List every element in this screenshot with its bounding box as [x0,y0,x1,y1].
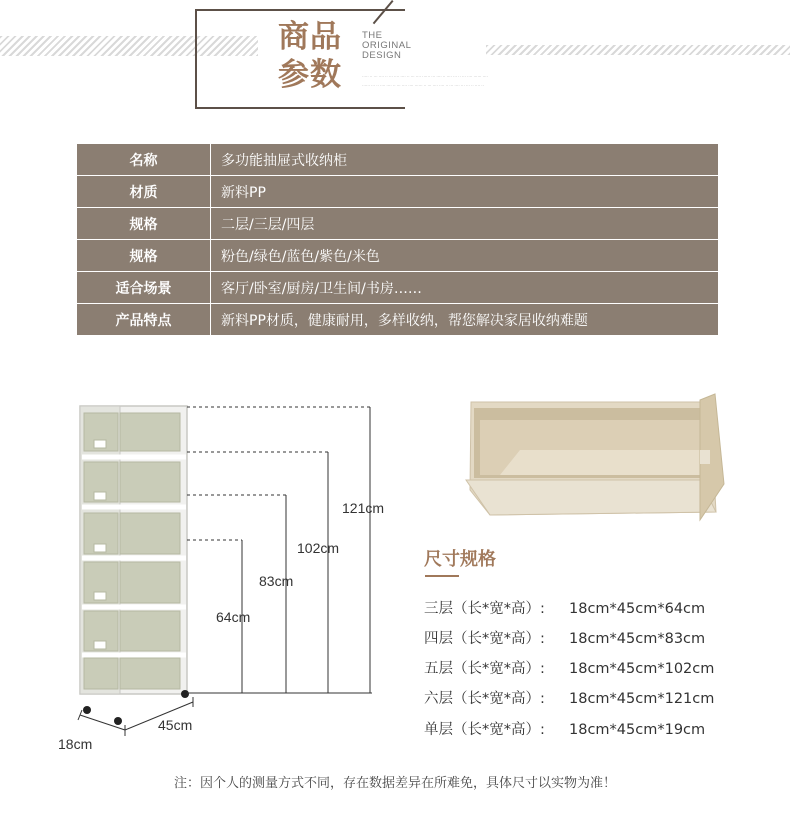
size-row-value: 18cm*45cm*83cm [569,631,706,647]
table-row [77,304,718,336]
drawer-cabinet-illustration [80,406,189,725]
size-row-label: 三层（长*宽*高）: [424,601,545,617]
size-row-value: 18cm*45cm*121cm [569,691,715,707]
page-title-line-2: 参数 [278,57,342,93]
spec-value: 新料PP [211,176,719,208]
spec-key: 适合场景 [77,272,211,304]
english-subtitle-line-3: DESIGN [362,50,402,61]
size-row-value: 18cm*45cm*102cm [569,661,715,677]
spec-key: 规格 [77,240,211,272]
disclaimer-note: 注：因个人的测量方式不同，存在数据差异在所难免，具体尺寸以实物为准！ [173,776,616,791]
english-subtitle [362,31,411,61]
spec-value: 多功能抽屉式收纳柜 [211,144,719,176]
spec-key: 名称 [77,144,211,176]
spec-key: 材质 [77,176,211,208]
size-row-value: 18cm*45cm*64cm [569,601,706,617]
decorative-stripe-right [486,45,790,55]
size-row [424,687,714,708]
depth-label: 18cm [58,736,93,752]
decorative-fine-text: ····· ·· ··· ···· ·· ··· ···· ···· ·· ··· ···· ······ ··· ···· ·· ···· ··· ·· ··· ···· ······ ···· [362,74,488,79]
size-row [424,657,714,678]
english-subtitle-line-1: THE [362,30,383,41]
size-row [424,718,705,739]
table-row [77,176,718,208]
spec-value: 粉色/绿色/蓝色/紫色/米色 [211,240,719,272]
table-row [77,208,718,240]
single-drawer-illustration [466,394,724,520]
dimension-guides [187,407,370,540]
table-row [77,272,718,304]
size-row [424,627,705,648]
spec-key: 规格 [77,208,211,240]
height-label-83: 83cm [259,573,294,589]
spec-value: 客厅/卧室/厨房/卫生间/书房…… [211,272,719,304]
size-row-label: 四层（长*宽*高）: [424,631,545,647]
size-row [424,597,705,618]
table-row [77,240,718,272]
page-title [278,18,360,94]
size-row-value: 18cm*45cm*19cm [569,722,706,738]
spec-table [77,144,718,336]
spec-key: 产品特点 [77,304,211,336]
size-row-label: 五层（长*宽*高）: [424,661,545,677]
spec-value: 新料PP材质，健康耐用，多样收纳，帮您解决家居收纳难题 [211,304,719,336]
table-row [77,144,718,176]
height-label-102: 102cm [297,540,340,556]
size-section-title: 尺寸规格 [424,549,496,570]
width-label: 45cm [158,717,193,733]
size-row-label: 六层（长*宽*高）: [424,691,545,707]
page-title-line-1: 商品 [278,19,342,55]
spec-value: 二层/三层/四层 [211,208,719,240]
height-label-121: 121cm [342,500,385,516]
size-section-underline [425,575,459,577]
decorative-fine-text: ······ ··· ·· ···· ···· ·· ··· ···· ···· ······ ·· ··· ···· ···· ·· ··· ···· ··· ··· ·· ···· ·· [362,83,484,88]
size-row-label: 单层（长*宽*高）: [424,722,545,738]
english-subtitle-line-2: ORIGINAL [362,40,412,51]
height-label-64: 64cm [216,609,251,625]
